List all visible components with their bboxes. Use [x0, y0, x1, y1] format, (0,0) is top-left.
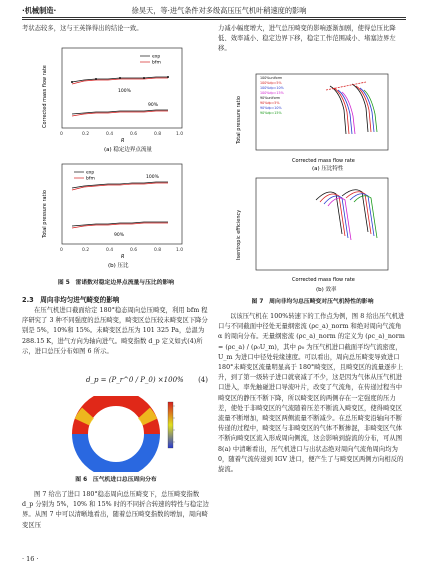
tick-x-2: 0.4 — [106, 248, 114, 253]
tick-x-3: 0.6 — [130, 132, 138, 137]
article-running-title: 徐昊天，等·进气条件对多级高压压气机叶稍速度的影响 — [131, 6, 307, 15]
legend-7: 90%dp=10% — [260, 106, 282, 110]
legend-1: 100%uniform — [260, 76, 283, 80]
fig5b-subcaption: (b) 压比 — [108, 263, 129, 269]
fig7a-subcaption: (a) 压比特性 — [312, 166, 344, 172]
tick-x-2: 0.4 — [106, 132, 114, 137]
figure-6-caption: 图 6 压气机进口总压周向分布 — [75, 477, 157, 483]
legend-6: 90%dp=5% — [260, 101, 280, 105]
tick-x-4: 0.8 — [154, 132, 162, 137]
figure-7a — [218, 70, 407, 172]
header-rule — [22, 17, 406, 18]
figure-7b — [218, 174, 407, 294]
figure-5a — [22, 38, 210, 154]
tick-x-3: 0.6 — [130, 248, 138, 253]
figure-7-caption: 图 7 周向非均匀总压畸变对压气机特性的影响 — [251, 299, 374, 305]
paragraph-fig8-analysis: 以该压气机在 100%转速下的工作点为例，图 8 给出压气机进口与不同截面中径处无量纲密流 (ρc_a)_norm 和绝对周向气流角 α 的周向分布。无量纲密流 (ρc_a)_norm 的定义为 (ρc_a)_norm = (ρc_a) / (ρ₀U_m)，其中 ρ₀ 为压气机进口截面平均气流密度，U_m 为进口中径处轮缘速度。可以看出，周向总压畸变导致进口 180°未畸变区流量明显高于 180°畸变区，且畸变区的流量逐步上升，到了第一级转子进口就衰减了不少，这是因为气体从压气机进口进入，率先触碰进口导流叶片，改变了气流角，在传递过程当中畸变区的静压不断下降，所以畸变区的两侧存在一定强度的压力差，使处于非畸变区的气流随着压差不断流入畸变区，使得畸变区流量不断增加，畸变区两侧流量不断减少。在总压畸变沿轴向不断传递的过程中，畸变区与非畸变区的气体不断掺混，非畸变区气体不断向畸变区流入形成周向侧流，这会影响到旋流的分布，可从图 8(a) 中清晰看出，压气机进口与出状态绝对周向气流角周向均为 0，随着气流传递到 IGV 进口，便产生了与畸变区两侧方向相反的旋流。 — [218, 313, 405, 474]
intro-text: 考状态较多，这与王英锋得出的结论一致。 — [22, 25, 143, 32]
tick-x-4: 0.8 — [154, 248, 162, 253]
legend-exp: exp — [86, 170, 95, 176]
journal-name: ·机械制造· — [22, 6, 57, 15]
fig5a-subcaption: (a) 稳定边界点流量 — [104, 147, 152, 153]
legend-4: 100%dp=15% — [260, 91, 284, 95]
legend-5: 90%uniform — [260, 96, 281, 100]
legend-bfm: bfm — [152, 60, 161, 66]
running-header — [22, 6, 406, 16]
paragraph-distortion-setup: 在压气机进口截面给定 180°稳态周向总压畸变，利用 bfm 程序研究了 3 种不同强度的总压畸变，畸变区总压较未畸变区下降分别是 5%，10%和 15%。未畸变区总压为 101 325 Pa，总温为 288.15 K，进气方向为轴向进气。畸变指数 d_p 定义如式(4)所示，进口总压分布如图 6 所示。 — [22, 307, 208, 355]
equation-body: d_p = (P_r^0 / P_0) ×100% — [86, 376, 184, 384]
fig7b-xlabel: Corrected mass flow rate — [292, 277, 355, 283]
fig5b-xlabel: R — [121, 254, 125, 260]
figure-5-caption: 图 5 雷诺数对稳定边界点流量与压比的影响 — [57, 280, 175, 286]
label-90: 90% — [148, 103, 159, 108]
tick-x-1: 0.2 — [82, 248, 90, 253]
label-100: 100% — [146, 175, 159, 180]
fig7a-xlabel: Corrected mass flow rate — [292, 158, 355, 164]
tick-x-5: 1.0 — [176, 248, 184, 253]
tick-x-5: 1.0 — [176, 132, 184, 137]
fig7b-subcaption: (b) 效率 — [316, 287, 337, 293]
legend-bfm: bfm — [86, 176, 95, 182]
legend-2: 100%dp=5% — [260, 81, 282, 85]
legend-3: 100%dp=10% — [260, 86, 284, 90]
fig5a-ylabel: Corrected mass flow rate — [42, 65, 48, 128]
fig7a-ylabel: Total pressure ratio — [236, 96, 242, 144]
tick-x-0: 0 — [60, 132, 63, 137]
legend-exp: exp — [152, 54, 161, 60]
fig7b-ylabel: Isentropic efficiency — [236, 209, 242, 260]
header-rule-thin — [22, 19, 406, 20]
equation-4 — [22, 372, 210, 392]
fig5b-ylabel: Total pressure ratio — [42, 190, 48, 238]
paragraph-fig7-intro: 图 7 给出了进口 180°稳态周向总压畸变下，总压畸变指数 d_p 分别为 5%，10% 和 15% 时的不同折合转速的特性与稳定边界。从图 7 中可以清晰地看出，随着总压畸变指数的增加，周向畸变区压 — [22, 491, 209, 529]
section-2-3-title: 2.3 周向非均匀进气畸变的影响 — [22, 296, 120, 304]
page-number: · 16 · — [22, 555, 39, 563]
figure-6-contour — [22, 396, 210, 472]
legend-8: 90%dp=15% — [260, 111, 282, 115]
label-90: 90% — [114, 233, 125, 238]
tick-x-0: 0 — [60, 248, 63, 253]
fig5a-xlabel: R — [121, 138, 125, 144]
tick-x-1: 0.2 — [82, 132, 90, 137]
label-100: 100% — [118, 89, 131, 94]
paragraph-distortion-effect: 力减小幅度增大，进气总压畸变的影响逐渐加剧，使得总压比降低、效率减小、稳定边界下移，稳定工作范围减小、堵塞边界左移。 — [218, 25, 396, 53]
figure-5b — [22, 156, 210, 270]
equation-number: (4) — [198, 376, 208, 384]
